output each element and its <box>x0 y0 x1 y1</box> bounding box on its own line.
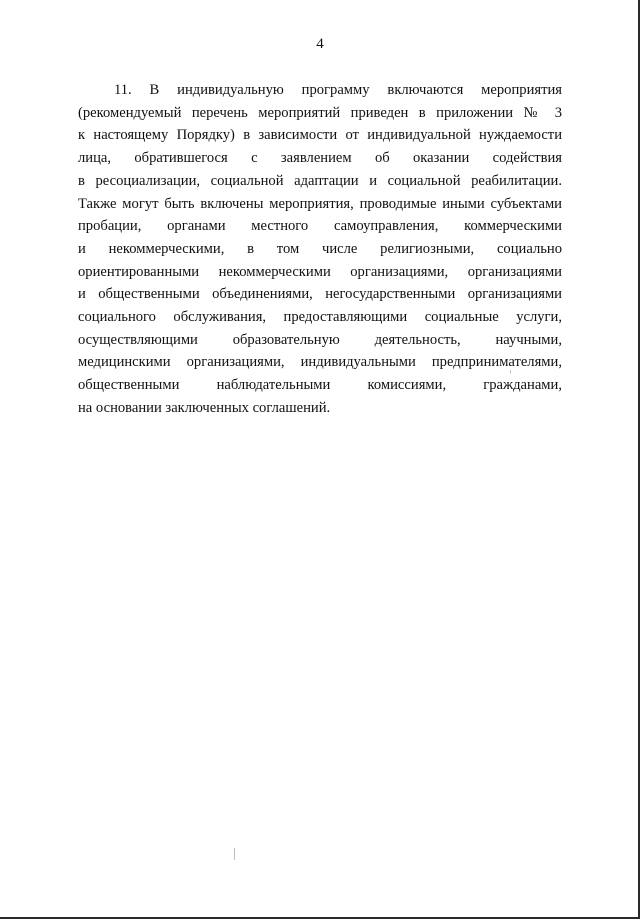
text-line: пробации, органами местного самоуправления, коммерческими <box>78 218 562 235</box>
text-line: 11. В индивидуальную программу включаются мероприятия <box>114 82 562 98</box>
page-number: 4 <box>316 36 324 52</box>
text-line: и общественными объединениями, негосударственными организациями <box>78 286 562 303</box>
text-line: осуществляющими образовательную деятельность, научными, <box>78 331 562 348</box>
text-line: (рекомендуемый перечень мероприятий приведен в приложении № 3 <box>78 104 562 121</box>
text-line: социального обслуживания, предоставляющими социальные услуги, <box>78 309 562 326</box>
text-line: лица, обратившегося с заявлением об оказании содействия <box>78 150 562 167</box>
text-line: Также могут быть включены мероприятия, проводимые иными субъектами <box>78 195 562 212</box>
scan-speck <box>234 848 235 860</box>
text-line: и некоммерческими, в том числе религиозными, социально <box>78 240 562 257</box>
text-line: на основании заключенных соглашений. <box>78 399 331 416</box>
text-line: медицинскими организациями, индивидуальными предпринимателями, <box>78 354 562 371</box>
text-line: общественными наблюдательными комиссиями, гражданами, <box>78 377 562 394</box>
paragraph-11 <box>78 79 562 420</box>
text-line: к настоящему Порядку) в зависимости от индивидуальной нуждаемости <box>78 127 562 144</box>
text-line: ориентированными некоммерческими организациями, организациями <box>78 263 562 280</box>
scan-speck <box>510 370 511 373</box>
text-line: в ресоциализации, социальной адаптации и социальной реабилитации. <box>78 172 562 189</box>
